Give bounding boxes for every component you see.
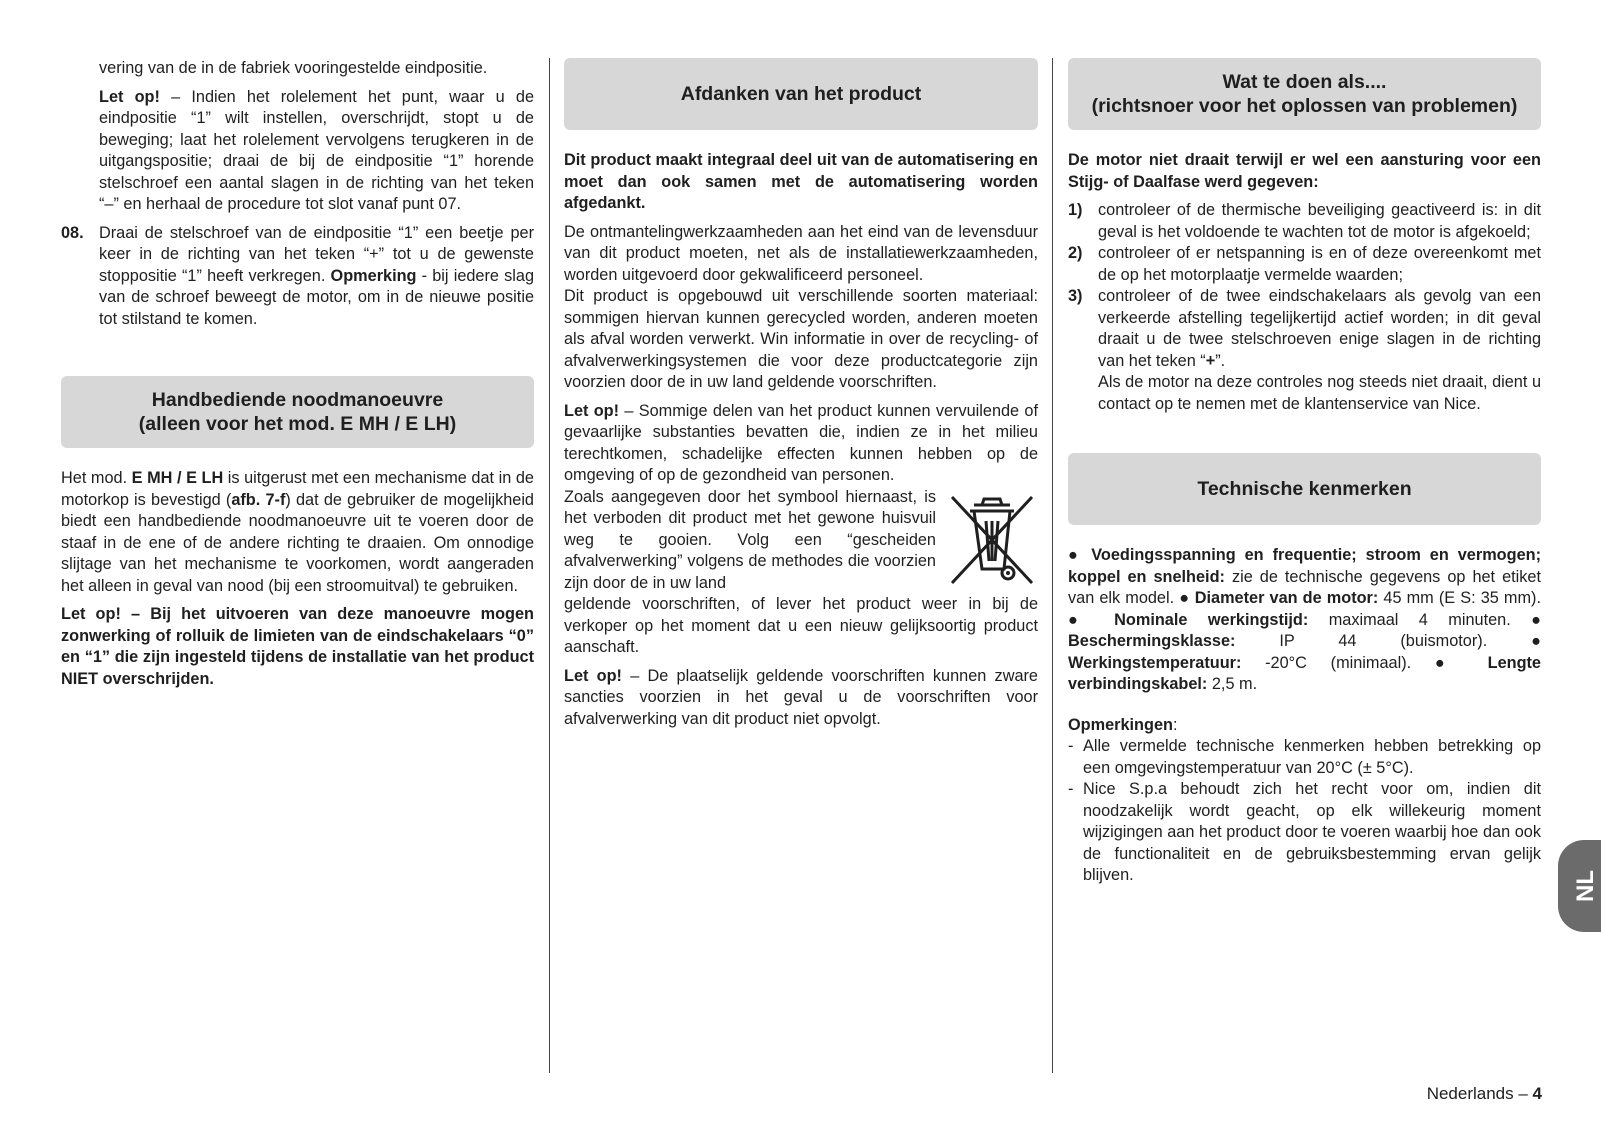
- spec-value: 45 mm (E S: 35 mm).: [1378, 589, 1541, 607]
- plus-sign: +: [1205, 351, 1216, 370]
- item-number: 1): [1068, 201, 1083, 219]
- item-text: controleer of er netspanning is en of deze overeenkomt met de op het motorplaatje vermelde waarden;: [1098, 244, 1541, 284]
- list-item: [1068, 200, 1541, 243]
- mechanism-paragraph: [61, 468, 534, 597]
- disposal-symbol-block: [564, 487, 1038, 595]
- item-text: controleer of de thermische beveiliging geactiveerd is: in dit geval is het voldoende te wachten tot de motor is afgekoeld;: [1098, 201, 1541, 241]
- text-run: Het mod.: [61, 469, 132, 487]
- spec-value: -20°C (minimaal).: [1241, 653, 1435, 672]
- section-heading-troubleshooting: [1068, 58, 1541, 130]
- step-text: Draai de stelschroef van de eindpositie “1” een beetje per keer in de richting van het teken “+” tot u de gewenste stoppositie “1” heeft verkregen.: [99, 223, 534, 285]
- note-text: Nice S.p.a behoudt zich het recht voor om, indien dit noodzakelijk wordt geacht, op elk willekeurig moment wijzigingen aan het product door te voeren waarbij hoe dan ook de functionaliteit en de gebruiksbestemming ervan gelijk blijven.: [1083, 780, 1541, 884]
- item-extra-text: Als de motor na deze controles nog steeds niet draait, dient u contact op te nemen met de klantenservice van Nice.: [1098, 373, 1541, 413]
- spec-label: ● Beschermingsklasse:: [1068, 610, 1542, 650]
- item-text: controleer of de twee eindschakelaars als gevolg van een verkeerde afstelling tegelijkertijd actief worden; in dit geval draait u de twee stelschroeven enige slagen in de richting van het teken “: [1098, 287, 1541, 370]
- page-footer: [1427, 1084, 1542, 1104]
- spec-label: ● Nominale werkingstijd:: [1068, 610, 1309, 629]
- warning-label: Let op!: [99, 87, 160, 106]
- intro-bold: Dit product maakt integraal deel uit van de automatisering en moet dan ook samen met de automatisering worden afgedankt.: [564, 151, 1038, 212]
- paragraph: De ontmantelingwerkzaamheden aan het eind van de levensduur van dit product moeten, net als de installatiewerkzaamheden, worden uitgevoerd door gekwalificeerd personeel.: [564, 222, 1038, 284]
- language-tab: [1558, 840, 1601, 932]
- notes-heading: [1068, 715, 1541, 737]
- column-divider: [549, 58, 550, 1073]
- problem-statement: De motor niet draait terwijl er wel een aansturing voor een Stijg- of Daalfase werd gegeven:: [1068, 151, 1541, 191]
- list-item: [1068, 243, 1541, 286]
- disposal-text-continued: geldende voorschriften, of lever het product weer in bij de verkoper op het moment dat u een nieuw gelijksoortig product aanschaft.: [564, 595, 1038, 656]
- step-text-2: - bij iedere slag van de schroef beweegt de motor, om in de nieuwe positie tot stilstand te komen.: [99, 266, 535, 328]
- spec-label: ● Voedingsspanning en frequentie; stroom en vermogen; koppel en snelheid:: [1068, 546, 1541, 586]
- spec-value: 2,5 m.: [1207, 675, 1258, 693]
- heading-line-2: (alleen voor het mod. E MH / E LH): [138, 413, 457, 435]
- heading-line-1: Handbediende noodmanoeuvre: [151, 389, 444, 411]
- step-08: [61, 223, 534, 331]
- section-heading-afdanken: [564, 58, 1038, 130]
- heading-line-2: (richtsnoer voor het oplossen van problemen): [1091, 95, 1518, 117]
- page-number: 4: [1532, 1084, 1542, 1103]
- disposal-text: Zoals aangegeven door het symbool hiernaast, is het verboden dit product met het gewone huisvuil weg te gooien. Volg een “gescheiden afvalverwerking” volgens de methodes die voorzien zijn door de in uw land: [564, 487, 936, 592]
- bold-warning: Let op! – Bij het uitvoeren van deze manoeuvre mogen zonwerking of rolluik de limieten van de eindschakelaars “0” en “1” die zijn ingesteld tijdens de installatie van het product NIET overschrijden.: [61, 605, 534, 688]
- figure-reference: afb. 7-f: [231, 490, 286, 509]
- spec-value: zie de technische gegevens op het etiket van elk model.: [1068, 567, 1541, 607]
- model-name: E MH / E LH: [131, 469, 224, 487]
- crossed-out-bin-icon: [946, 491, 1038, 587]
- warning-label: Let op!: [564, 666, 622, 685]
- warning-paragraph: [61, 87, 534, 216]
- step-number: 08.: [61, 223, 84, 242]
- specifications: [1068, 545, 1541, 696]
- paragraph: Dit product is opgebouwd uit verschillende soorten materiaal: sommigen hiervan kunnen gerecycled worden, anderen moeten als afval worden verwerkt. Win informatie in over de recycling- of afvalverwerkingsystemen die voor deze productcategorie zijn voorzien door de in uw land geldende voorschriften.: [564, 287, 1038, 391]
- warning-label: Let op!: [564, 401, 620, 420]
- text-run: is uitgerust met een mechanisme dat in de motorkop is bevestigd (: [61, 469, 534, 509]
- spec-label: ● Werkingstemperatuur:: [1068, 632, 1541, 672]
- column-middle: [564, 58, 1038, 737]
- item-text: ”.: [1215, 351, 1226, 370]
- text-run: ) dat de gebruiker de mogelijkheid biedt een handbediende noodmanoeuvre uit te voeren door de staaf in de ene of de andere richting te draaien. Om onnodige slijtage van het mechanisme te voorkomen, wordt aangeraden het alleen in geval van nood (bij een stroomuitval) te gebruiken.: [61, 490, 534, 595]
- section-heading-noodmanoeuvre: [61, 376, 534, 448]
- spec-value: IP 44 (buismotor).: [1235, 632, 1532, 650]
- section-heading-technische-kenmerken: [1068, 453, 1541, 525]
- spec-label: ● Lengte verbindingskabel:: [1068, 653, 1541, 693]
- spec-value: maximaal 4 minuten.: [1308, 610, 1532, 629]
- notes-colon: :: [1172, 715, 1178, 734]
- check-list: [1068, 200, 1541, 415]
- notes-label: Opmerkingen: [1068, 715, 1173, 734]
- footer-language: Nederlands –: [1426, 1084, 1533, 1103]
- heading-text: Afdanken van het product: [680, 83, 922, 105]
- column-left: [61, 58, 534, 697]
- warning-paragraph: [564, 666, 1038, 731]
- warning-text: – De plaatselijk geldende voorschriften kunnen zware sancties voorzien in het geval u de voorschriften voor afvalverwerking van dit product niet opvolgt.: [564, 666, 1038, 728]
- list-item: [1068, 286, 1541, 415]
- heading-line-1: Wat te doen als....: [1222, 71, 1387, 93]
- item-number: 3): [1068, 287, 1083, 305]
- note-item: - Alle vermelde technische kenmerken hebben betrekking op een omgevingstemperatuur van 20°C (± 5°C).: [1068, 737, 1541, 777]
- continued-text: vering van de in de fabriek vooringestelde eindpositie.: [99, 59, 488, 77]
- spec-label: ● Diameter van de motor:: [1179, 589, 1379, 607]
- note-text: Alle vermelde technische kenmerken hebben betrekking op een omgevingstemperatuur van 20°C (± 5°C).: [1083, 737, 1541, 777]
- warning-text: – Sommige delen van het product kunnen vervuilende of gevaarlijke substanties bevatten die, indien ze in het milieu terechtkomen, schadelijke effecten kunnen hebben op de omgeving of op de gezondheid van personen.: [564, 401, 1038, 484]
- item-number: 2): [1068, 244, 1083, 262]
- warning-paragraph: [564, 401, 1038, 487]
- heading-text: Technische kenmerken: [1197, 478, 1412, 500]
- note-item: - Nice S.p.a behoudt zich het recht voor om, indien dit noodzakelijk wordt geacht, op elk willekeurig moment wijzigingen aan het product door te voeren waarbij hoe dan ook de functionaliteit en de gebruiksbestemming ervan gelijk blijven.: [1068, 780, 1541, 884]
- column-right: [1068, 58, 1541, 887]
- warning-text: – Indien het rolelement het punt, waar u de eindpositie “1” wilt instellen, overschrijdt, stopt u de beweging; laat het rolelement vervolgens terugkeren in de uitgangspositie; draai de bij de eindpositie “1” horende stelschroef een aantal slagen in de richting van het teken “–” en herhaal de procedure tot slot vanaf punt 07.: [99, 87, 535, 213]
- step-note-label: Opmerking: [330, 266, 417, 285]
- column-divider: [1052, 58, 1053, 1073]
- language-tab-label: NL: [1572, 870, 1599, 902]
